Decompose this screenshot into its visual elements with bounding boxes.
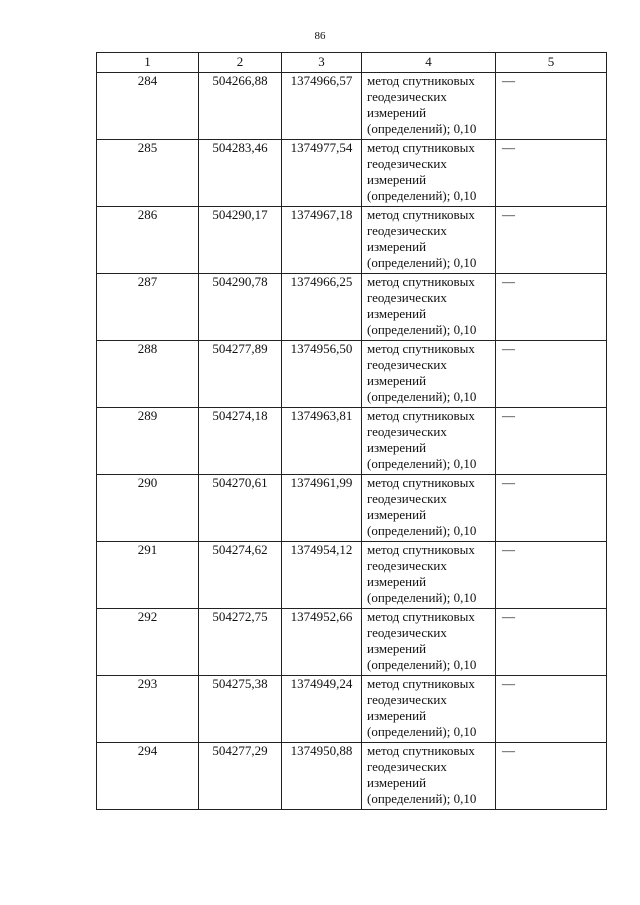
y-coordinate-cell: 1374949,24 bbox=[282, 676, 362, 743]
method-line: (определений); 0,10 bbox=[367, 255, 477, 270]
method-line: метод спутниковых bbox=[367, 341, 475, 356]
method-line: измерений bbox=[367, 574, 427, 589]
y-coordinate-cell: 1374950,88 bbox=[282, 743, 362, 810]
note-cell: — bbox=[496, 341, 607, 408]
x-coordinate-cell: 504277,29 bbox=[199, 743, 282, 810]
header-col-4: 4 bbox=[362, 53, 496, 73]
method-line: геодезических bbox=[367, 625, 447, 640]
point-number-cell: 292 bbox=[97, 609, 199, 676]
method-line: метод спутниковых bbox=[367, 207, 475, 222]
header-col-1: 1 bbox=[97, 53, 199, 73]
header-col-3: 3 bbox=[282, 53, 362, 73]
method-cell bbox=[362, 475, 496, 542]
x-coordinate-cell: 504283,46 bbox=[199, 140, 282, 207]
method-cell bbox=[362, 140, 496, 207]
note-cell: — bbox=[496, 475, 607, 542]
note-cell: — bbox=[496, 542, 607, 609]
note-cell: — bbox=[496, 743, 607, 810]
method-line: метод спутниковых bbox=[367, 140, 475, 155]
method-line: геодезических bbox=[367, 290, 447, 305]
method-line: (определений); 0,10 bbox=[367, 791, 477, 806]
method-line: метод спутниковых bbox=[367, 542, 475, 557]
method-line: (определений); 0,10 bbox=[367, 389, 477, 404]
method-line: геодезических bbox=[367, 759, 447, 774]
note-cell: — bbox=[496, 73, 607, 140]
method-line: метод спутниковых bbox=[367, 274, 475, 289]
method-line: измерений bbox=[367, 373, 427, 388]
y-coordinate-cell: 1374952,66 bbox=[282, 609, 362, 676]
method-line: измерений bbox=[367, 641, 427, 656]
x-coordinate-cell: 504270,61 bbox=[199, 475, 282, 542]
method-line: метод спутниковых bbox=[367, 73, 475, 88]
method-line: измерений bbox=[367, 507, 427, 522]
page-number: 86 bbox=[314, 30, 326, 42]
x-coordinate-cell: 504266,88 bbox=[199, 73, 282, 140]
table-body bbox=[97, 73, 607, 810]
method-line: метод спутниковых bbox=[367, 475, 475, 490]
method-line: геодезических bbox=[367, 424, 447, 439]
method-line: (определений); 0,10 bbox=[367, 322, 477, 337]
y-coordinate-cell: 1374966,25 bbox=[282, 274, 362, 341]
method-line: измерений bbox=[367, 440, 427, 455]
method-line: измерений bbox=[367, 708, 427, 723]
method-cell bbox=[362, 609, 496, 676]
method-cell bbox=[362, 542, 496, 609]
method-line: измерений bbox=[367, 775, 427, 790]
table-row bbox=[97, 408, 607, 475]
header-col-5: 5 bbox=[496, 53, 607, 73]
method-line: (определений); 0,10 bbox=[367, 456, 477, 471]
x-coordinate-cell: 504290,17 bbox=[199, 207, 282, 274]
method-cell bbox=[362, 408, 496, 475]
method-line: (определений); 0,10 bbox=[367, 188, 477, 203]
table-row bbox=[97, 341, 607, 408]
point-number-cell: 285 bbox=[97, 140, 199, 207]
method-line: (определений); 0,10 bbox=[367, 724, 477, 739]
method-line: метод спутниковых bbox=[367, 743, 475, 758]
header-col-2: 2 bbox=[199, 53, 282, 73]
y-coordinate-cell: 1374967,18 bbox=[282, 207, 362, 274]
note-cell: — bbox=[496, 676, 607, 743]
x-coordinate-cell: 504274,18 bbox=[199, 408, 282, 475]
point-number-cell: 286 bbox=[97, 207, 199, 274]
table-row bbox=[97, 73, 607, 140]
table-row bbox=[97, 140, 607, 207]
table-row bbox=[97, 207, 607, 274]
coordinates-table bbox=[96, 52, 607, 810]
method-line: (определений); 0,10 bbox=[367, 590, 477, 605]
point-number-cell: 288 bbox=[97, 341, 199, 408]
method-cell bbox=[362, 73, 496, 140]
y-coordinate-cell: 1374956,50 bbox=[282, 341, 362, 408]
header-row bbox=[97, 53, 607, 73]
method-line: метод спутниковых bbox=[367, 408, 475, 423]
method-line: (определений); 0,10 bbox=[367, 121, 477, 136]
note-cell: — bbox=[496, 274, 607, 341]
method-line: геодезических bbox=[367, 223, 447, 238]
note-cell: — bbox=[496, 609, 607, 676]
point-number-cell: 291 bbox=[97, 542, 199, 609]
method-cell bbox=[362, 743, 496, 810]
x-coordinate-cell: 504274,62 bbox=[199, 542, 282, 609]
table-row bbox=[97, 475, 607, 542]
method-cell bbox=[362, 274, 496, 341]
method-line: геодезических bbox=[367, 156, 447, 171]
method-line: (определений); 0,10 bbox=[367, 657, 477, 672]
table-row bbox=[97, 542, 607, 609]
y-coordinate-cell: 1374977,54 bbox=[282, 140, 362, 207]
method-cell bbox=[362, 207, 496, 274]
table-row bbox=[97, 743, 607, 810]
note-cell: — bbox=[496, 207, 607, 274]
method-line: метод спутниковых bbox=[367, 676, 475, 691]
y-coordinate-cell: 1374966,57 bbox=[282, 73, 362, 140]
note-cell: — bbox=[496, 140, 607, 207]
point-number-cell: 290 bbox=[97, 475, 199, 542]
method-line: измерений bbox=[367, 306, 427, 321]
method-line: измерений bbox=[367, 172, 427, 187]
method-line: геодезических bbox=[367, 558, 447, 573]
y-coordinate-cell: 1374961,99 bbox=[282, 475, 362, 542]
point-number-cell: 289 bbox=[97, 408, 199, 475]
point-number-cell: 287 bbox=[97, 274, 199, 341]
x-coordinate-cell: 504290,78 bbox=[199, 274, 282, 341]
table-row bbox=[97, 274, 607, 341]
method-line: измерений bbox=[367, 105, 427, 120]
method-line: геодезических bbox=[367, 491, 447, 506]
point-number-cell: 294 bbox=[97, 743, 199, 810]
x-coordinate-cell: 504277,89 bbox=[199, 341, 282, 408]
point-number-cell: 284 bbox=[97, 73, 199, 140]
method-cell bbox=[362, 341, 496, 408]
x-coordinate-cell: 504275,38 bbox=[199, 676, 282, 743]
point-number-cell: 293 bbox=[97, 676, 199, 743]
x-coordinate-cell: 504272,75 bbox=[199, 609, 282, 676]
method-line: метод спутниковых bbox=[367, 609, 475, 624]
method-cell bbox=[362, 676, 496, 743]
table-row bbox=[97, 609, 607, 676]
table-row bbox=[97, 676, 607, 743]
y-coordinate-cell: 1374963,81 bbox=[282, 408, 362, 475]
method-line: геодезических bbox=[367, 692, 447, 707]
note-cell: — bbox=[496, 408, 607, 475]
y-coordinate-cell: 1374954,12 bbox=[282, 542, 362, 609]
method-line: измерений bbox=[367, 239, 427, 254]
method-line: геодезических bbox=[367, 89, 447, 104]
method-line: (определений); 0,10 bbox=[367, 523, 477, 538]
method-line: геодезических bbox=[367, 357, 447, 372]
